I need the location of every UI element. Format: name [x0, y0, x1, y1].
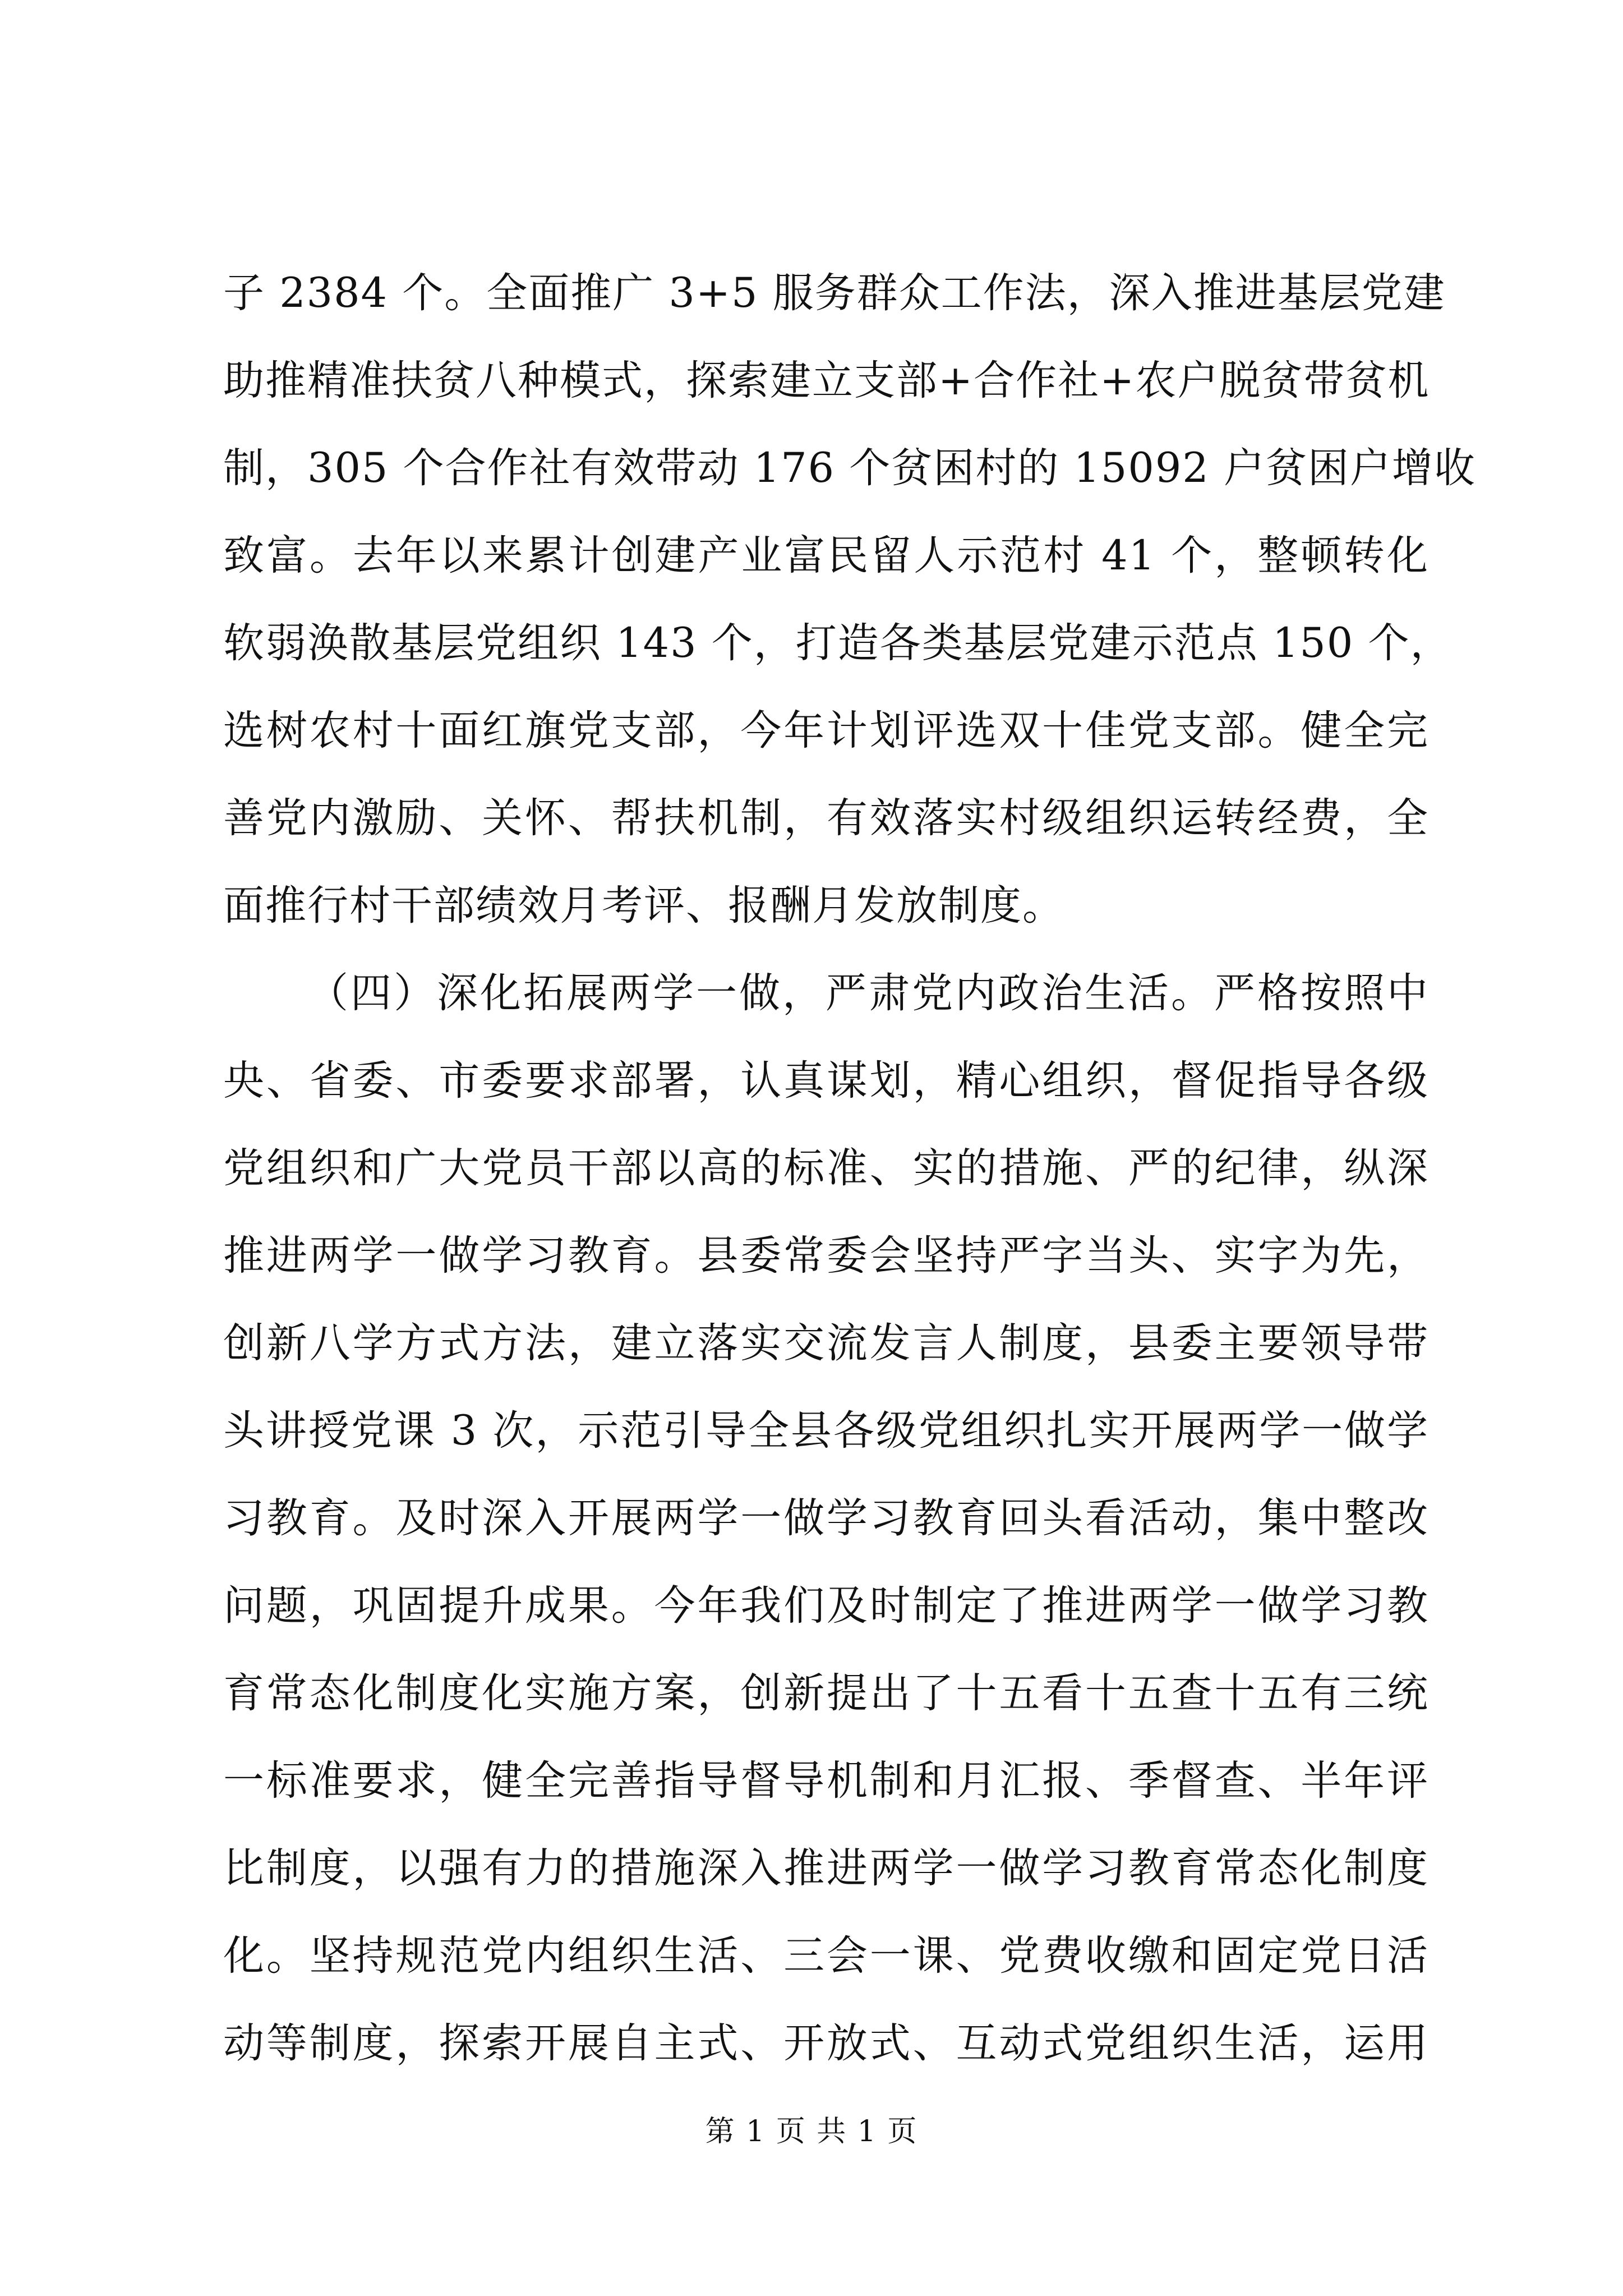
page-footer — [0, 2109, 1623, 2154]
text-line: 致富。去年以来累计创建产业富民留人示范村 41 个，整顿转化 — [223, 532, 1429, 579]
text-line: 善党内激励、关怀、帮扶机制，有效落实村级组织运转经费，全 — [223, 794, 1429, 842]
text-line: 软弱涣散基层党组织 143 个，打造各类基层党建示范点 150 个， — [223, 619, 1453, 667]
page-number-label: 第 1 页 共 1 页 — [705, 2115, 918, 2148]
text-line: 面推行村干部绩效月考评、报酬月发放制度。 — [223, 882, 1064, 930]
text-line: 问题，巩固提升成果。今年我们及时制定了推进两学一做学习教 — [223, 1582, 1429, 1630]
text-line: 推进两学一做学习教育。县委常委会坚持严字当头、实字为先， — [223, 1232, 1429, 1280]
text-line: 比制度，以强有力的措施深入推进两学一做学习教育常态化制度 — [223, 1844, 1429, 1892]
paragraph-heading-line: （四）深化拓展两学一做，严肃党内政治生活。严格按照中 — [307, 969, 1429, 1017]
text-line: 创新八学方式方法，建立落实交流发言人制度，县委主要领导带 — [223, 1319, 1429, 1367]
text-line: 选树农村十面红旗党支部，今年计划评选双十佳党支部。健全完 — [223, 707, 1429, 754]
text-line: 党组织和广大党员干部以高的标准、实的措施、严的纪律，纵深 — [223, 1144, 1429, 1192]
text-line: 动等制度，探索开展自主式、开放式、互动式党组织生活，运用 — [223, 2019, 1429, 2067]
text-line: 一标准要求，健全完善指导督导机制和月汇报、季督查、半年评 — [223, 1757, 1429, 1805]
text-line: 头讲授党课 3 次，示范引导全县各级党组织扎实开展两学一做学 — [223, 1407, 1429, 1455]
text-line: 育常态化制度化实施方案，创新提出了十五看十五查十五有三统 — [223, 1669, 1429, 1717]
text-line: 子 2384 个。全面推广 3+5 服务群众工作法，深入推进基层党建 — [223, 269, 1446, 317]
text-line: 助推精准扶贫八种模式，探索建立支部+合作社+农户脱贫带贫机 — [223, 357, 1430, 404]
text-line: 央、省委、市委要求部署，认真谋划，精心组织，督促指导各级 — [223, 1057, 1429, 1105]
document-body — [223, 250, 1476, 2087]
text-line: 习教育。及时深入开展两学一做学习教育回头看活动，集中整改 — [223, 1494, 1429, 1542]
text-line: 制，305 个合作社有效带动 176 个贫困村的 15092 户贫困户增收 — [223, 444, 1476, 492]
text-line: 化。坚持规范党内组织生活、三会一课、党费收缴和固定党日活 — [223, 1932, 1429, 1980]
